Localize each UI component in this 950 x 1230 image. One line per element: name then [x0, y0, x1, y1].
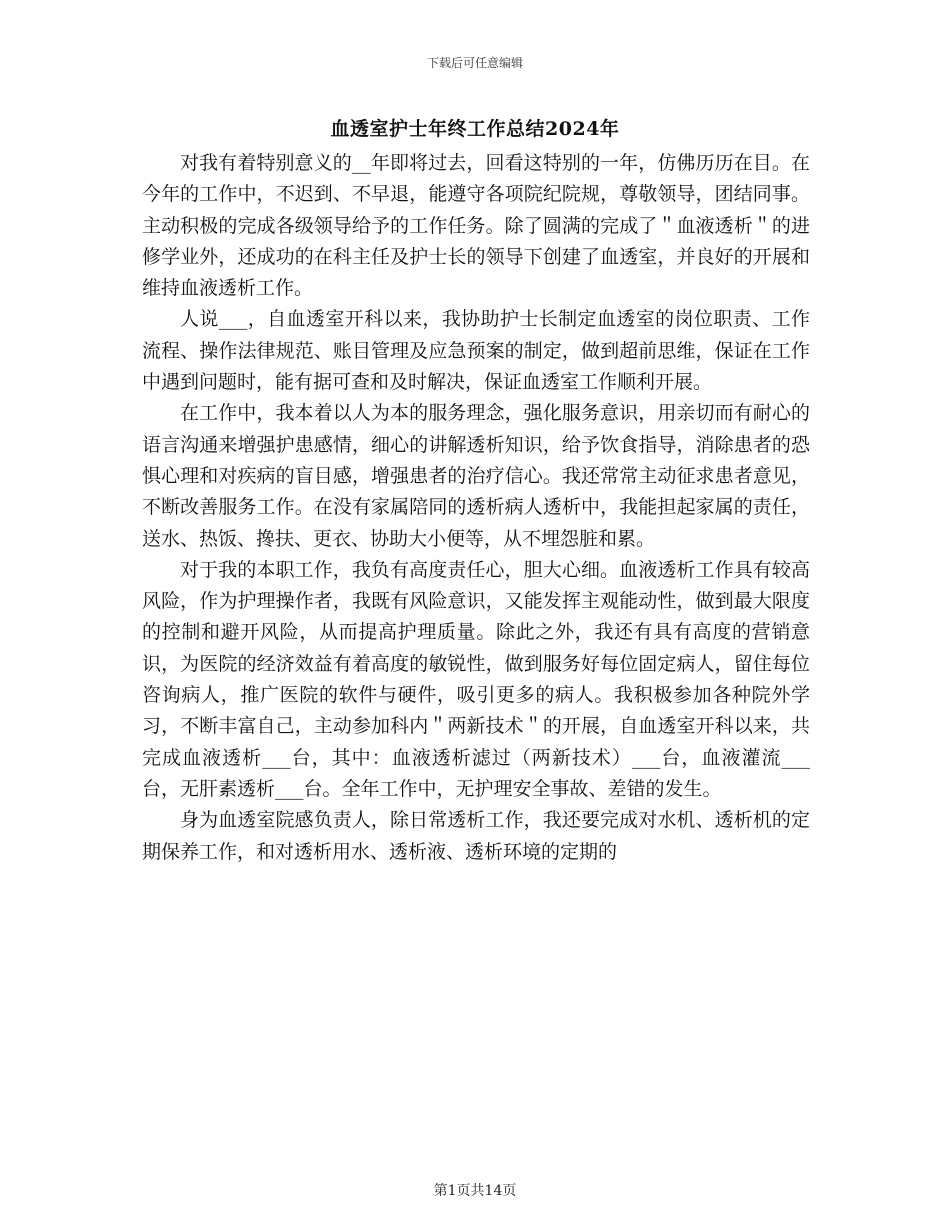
- document-body: [142, 148, 810, 868]
- page-number-footer: 第1页共14页: [433, 1183, 517, 1199]
- paragraph-1: 对我有着特别意义的__年即将过去，回看这特别的一年，仿佛历历在目。在今年的工作中，不迟到、不早退，能遵守各项院纪院规，尊敬领导，团结同事。主动积极的完成各级领导给予的工作任务。除了圆满的完成了＂血液透析＂的进修学业外，还成功的在科主任及护士长的领导下创建了血透室，并良好的开展和维持血液透析工作。: [142, 152, 810, 300]
- paragraph-5: 身为血透室院感负责人，除日常透析工作，我还要完成对水机、透析机的定期保养工作，和对透析用水、透析液、透析环境的定期的: [142, 809, 810, 863]
- page-header-note: 下载后可任意编辑: [426, 56, 523, 70]
- paragraph-2: 人说___，自血透室开科以来，我协助护士长制定血透室的岗位职责、工作流程、操作法律规范、账目管理及应急预案的制定，做到超前思维，保证在工作中遇到问题时，能有据可查和及时解决，保证血透室工作顺利开展。: [142, 308, 810, 394]
- paragraph-3: 在工作中，我本着以人为本的服务理念，强化服务意识，用亲切而有耐心的语言沟通来增强护患感情，细心的讲解透析知识，给予饮食指导，消除患者的恐惧心理和对疾病的盲目感，增强患者的治疗信心。我还常常主动征求患者意见，不断改善服务工作。在没有家属陪同的透析病人透析中，我能担起家属的责任，送水、热饭、搀扶、更衣、协助大小便等，从不埋怨脏和累。: [142, 402, 810, 550]
- document-title: 血透室护士年终工作总结2024年: [330, 118, 620, 140]
- paragraph-4: 对于我的本职工作，我负有高度责任心，胆大心细。血液透析工作具有较高风险，作为护理操作者，我既有风险意识，又能发挥主观能动性，做到最大限度的控制和避开风险，从而提高护理质量。除此之外，我还有具有高度的营销意识，为医院的经济效益有着高度的敏锐性，做到服务好每位固定病人，留住每位咨询病人，推广医院的软件与硬件，吸引更多的病人。我积极参加各种院外学习，不断丰富自己，主动参加科内＂两新技术＂的开展，自血透室开科以来，共完成血液透析___台，其中：血液透析滤过（两新技术）___台，血液灌流___台，无肝素透析___台。全年工作中，无护理安全事故、差错的发生。: [142, 558, 810, 800]
